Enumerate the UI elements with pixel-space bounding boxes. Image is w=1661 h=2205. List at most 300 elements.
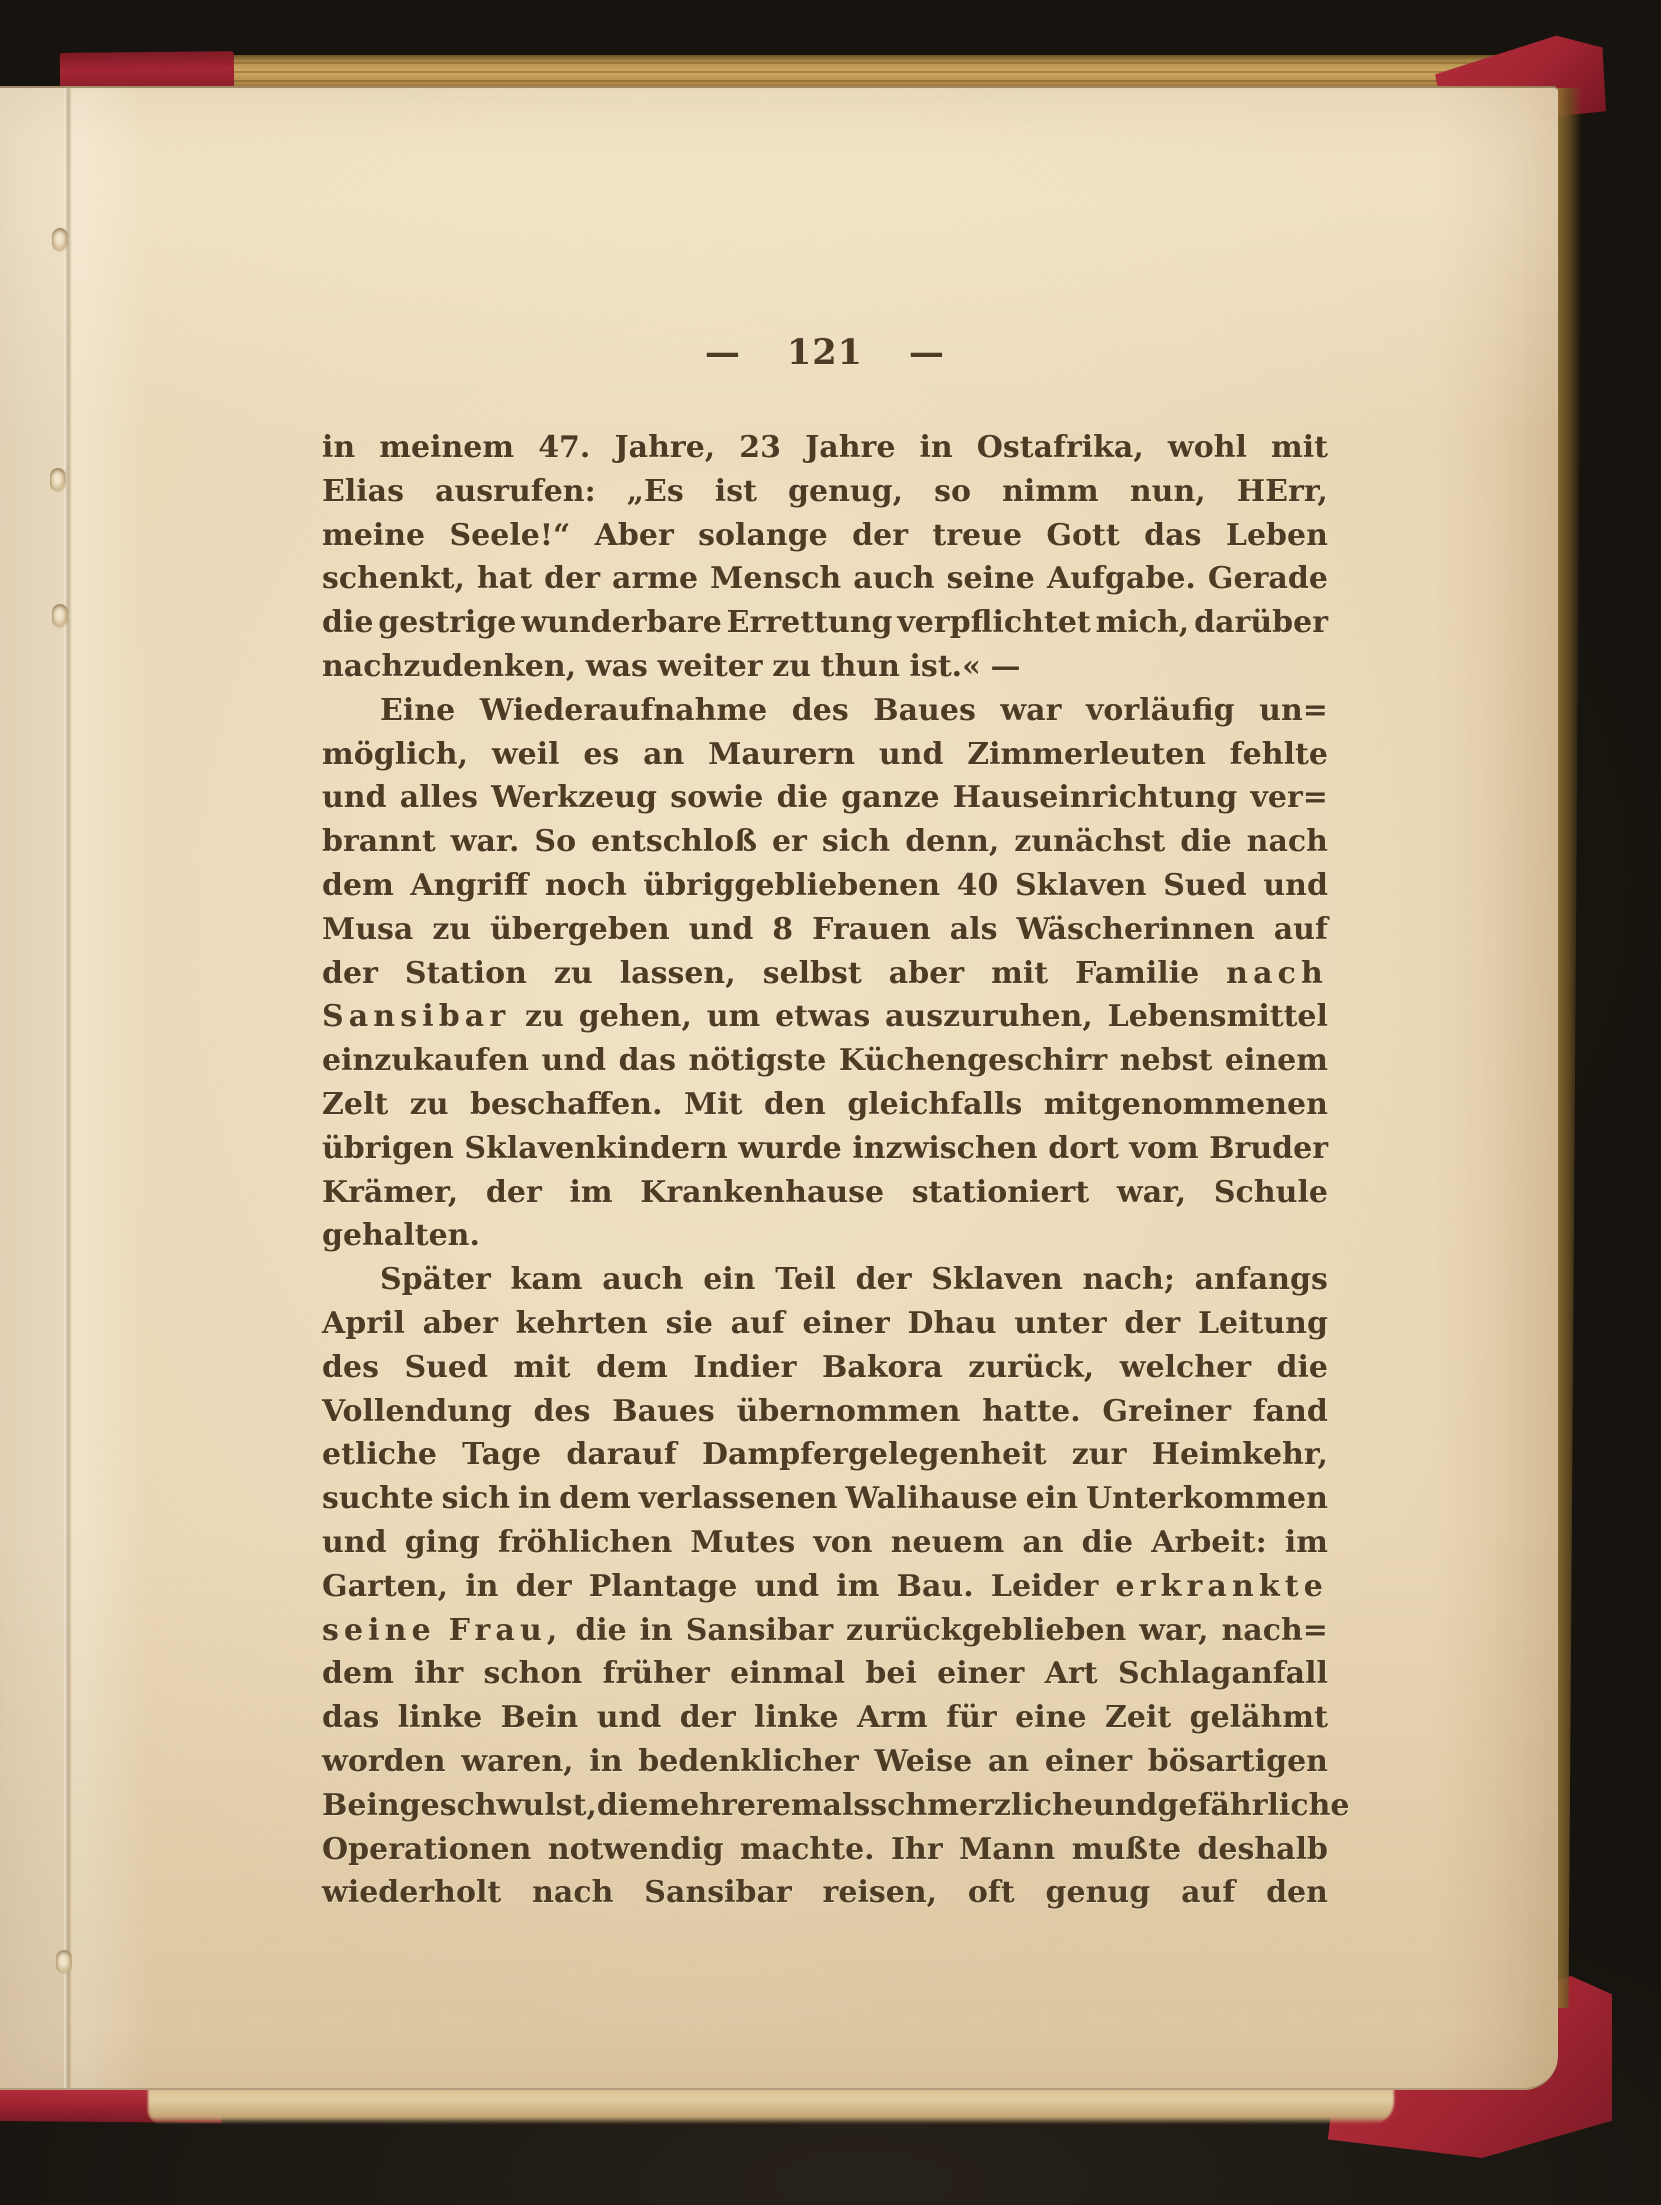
word: einmal	[730, 1656, 846, 1692]
word: im	[569, 1174, 613, 1210]
word: den	[1266, 1875, 1328, 1911]
text-line	[322, 1346, 1328, 1390]
word: und	[1092, 1787, 1158, 1823]
text-line	[322, 601, 1328, 645]
word: Zeit	[1104, 1700, 1172, 1736]
word: linke	[397, 1700, 483, 1736]
word: Sklaven	[1015, 867, 1147, 903]
word: zu	[772, 648, 812, 684]
binding-stitch	[50, 468, 66, 492]
text-line	[322, 1039, 1328, 1083]
word: waren,	[461, 1743, 574, 1779]
word: ist	[714, 473, 757, 509]
text-line	[322, 1652, 1328, 1696]
word: mitgenommenen	[1043, 1086, 1328, 1122]
word: deshalb	[1197, 1831, 1328, 1867]
word: ausrufen:	[435, 473, 596, 509]
word: den	[763, 1086, 826, 1122]
word: ein	[703, 1262, 756, 1298]
word: auf	[730, 1305, 785, 1341]
word: Greiner	[1102, 1393, 1232, 1429]
word: meine	[322, 517, 426, 553]
word: zunächst	[1014, 824, 1166, 860]
word: kam	[510, 1262, 583, 1298]
word: Bakora	[821, 1349, 943, 1385]
word: in	[919, 430, 953, 465]
word: hatte.	[982, 1393, 1081, 1429]
word: Zelt	[322, 1086, 389, 1122]
word: Aufgabe.	[1046, 561, 1196, 597]
word: gehen,	[578, 999, 692, 1035]
word: mich,	[1095, 605, 1190, 641]
text-line	[322, 514, 1328, 558]
word: 8	[772, 911, 794, 947]
word: Später	[380, 1262, 491, 1298]
word: weiter	[657, 648, 763, 684]
word: nebst	[1119, 1043, 1213, 1079]
body-text	[322, 426, 1350, 1915]
word: er	[771, 824, 807, 860]
word: alles	[399, 780, 478, 816]
word: schmerzliche	[870, 1787, 1093, 1823]
word: bösartigen	[1147, 1743, 1328, 1779]
text-line	[322, 1127, 1328, 1171]
word: der	[515, 1568, 572, 1604]
word: Ihr	[891, 1831, 943, 1867]
word: linke	[754, 1700, 839, 1736]
word: sowie	[670, 780, 764, 816]
text-line	[322, 557, 1328, 601]
word: einzukaufen	[322, 1043, 529, 1079]
word: Wäscherinnen	[1016, 911, 1255, 947]
text-line	[322, 689, 1328, 733]
word: Operationen	[322, 1831, 532, 1867]
word: Walihause	[845, 1481, 1018, 1517]
word: bei	[865, 1656, 917, 1692]
word: Sansibar	[322, 999, 511, 1035]
word: mußte	[1071, 1831, 1182, 1867]
word: sich	[441, 1481, 511, 1517]
word: Aber	[594, 517, 674, 553]
word: Tage	[462, 1437, 542, 1473]
word: früher	[602, 1656, 710, 1692]
word: wurde	[738, 1130, 842, 1166]
word: suchte	[322, 1481, 434, 1517]
word: schenkt,	[322, 561, 465, 597]
word: Leben	[1225, 517, 1328, 553]
text-line	[322, 733, 1328, 777]
word: aber	[422, 1305, 498, 1341]
text-line	[322, 995, 1328, 1039]
word: übriggebliebenen	[643, 867, 941, 903]
word: Küchengeschirr	[838, 1043, 1108, 1079]
text-line	[322, 426, 1328, 470]
text-line	[322, 1258, 1328, 1302]
word: und	[322, 780, 387, 816]
word: auf	[1273, 911, 1328, 947]
page-number-header	[322, 332, 1328, 373]
word: es	[583, 736, 620, 772]
word: April	[322, 1305, 405, 1341]
word: eine	[1015, 1700, 1087, 1736]
word: solange	[698, 517, 828, 553]
word: in	[465, 1568, 499, 1604]
word: genug	[1045, 1875, 1151, 1911]
word: Sklavenkindern	[464, 1130, 728, 1166]
text-line	[322, 1828, 1328, 1872]
word: ein	[1025, 1481, 1079, 1517]
word: Leider	[990, 1568, 1099, 1604]
word: bedenklicher	[638, 1743, 859, 1779]
word: übergeben	[490, 911, 670, 947]
word: Jahre,	[614, 430, 716, 465]
word: zu	[553, 955, 593, 991]
word: gefährliche	[1157, 1787, 1350, 1823]
word: noch	[544, 867, 627, 903]
word: war,	[1116, 1174, 1187, 1210]
word: „Es	[626, 473, 684, 509]
word: worden	[322, 1743, 446, 1779]
word: Garten,	[322, 1568, 449, 1604]
word: 47.	[538, 430, 591, 465]
word: unter	[1014, 1305, 1107, 1341]
page-number: 121	[786, 332, 864, 373]
word: Baues	[612, 1393, 715, 1429]
word: in	[589, 1743, 623, 1779]
word: ver=	[1250, 780, 1328, 816]
gutter-crease	[64, 88, 72, 2088]
word: gleichfalls	[847, 1086, 1023, 1122]
word: Frau,	[448, 1612, 563, 1648]
text-line	[322, 1609, 1328, 1653]
word: seine	[322, 1612, 436, 1648]
word: in	[639, 1612, 673, 1648]
word: an	[987, 1743, 1030, 1779]
text-line	[322, 1565, 1328, 1609]
word: nimm	[1002, 473, 1099, 509]
word: war,	[1139, 1612, 1209, 1648]
binding-stitch	[52, 604, 68, 628]
word: Familie	[1075, 955, 1200, 991]
word: wohl	[1167, 430, 1247, 465]
word: Hauseinrichtung	[952, 780, 1238, 816]
word: Indier	[693, 1349, 797, 1385]
word: von	[813, 1524, 873, 1560]
word: einem	[1224, 1043, 1328, 1079]
word: als	[949, 911, 998, 947]
text-line	[322, 1171, 1328, 1215]
word: Werkzeug	[491, 780, 658, 816]
word: Eine	[380, 692, 456, 728]
word: des	[322, 1349, 379, 1385]
word: Jahre	[805, 430, 896, 465]
word: Ostafrika,	[976, 430, 1144, 465]
word: weil	[491, 736, 560, 772]
word: der	[485, 1174, 542, 1210]
word: Vollendung	[322, 1393, 512, 1429]
word: auch	[602, 1262, 684, 1298]
word: Maurern	[708, 736, 856, 772]
word: ging	[404, 1524, 480, 1560]
word: Sansibar	[644, 1875, 792, 1911]
word: Bein	[500, 1700, 579, 1736]
word: Lebensmittel	[1107, 999, 1328, 1035]
word: verpflichtet	[897, 605, 1091, 641]
word: stationiert	[911, 1174, 1090, 1210]
word: schon	[483, 1656, 583, 1692]
word: Seele!“	[449, 517, 571, 553]
word: fand	[1252, 1393, 1328, 1429]
word: sich	[821, 824, 891, 860]
word: Heimkehr,	[1151, 1437, 1328, 1473]
word: Schule	[1213, 1174, 1328, 1210]
word: Mann	[959, 1831, 1056, 1867]
word: der	[322, 955, 378, 991]
word: möglich,	[322, 736, 469, 772]
word: erkrankte	[1115, 1568, 1328, 1604]
word: und	[688, 911, 754, 947]
word: war	[1000, 692, 1062, 728]
word: nach	[532, 1875, 614, 1911]
word: Sued	[1163, 867, 1247, 903]
word: 23	[739, 430, 782, 465]
word: darauf	[566, 1437, 677, 1473]
word: brannt	[322, 824, 436, 860]
word: Arbeit:	[1151, 1524, 1267, 1560]
word: etwas	[775, 999, 871, 1035]
word: Elias	[322, 473, 404, 509]
text-line	[322, 1214, 1328, 1258]
word: zurück,	[968, 1349, 1095, 1385]
word: ihr	[414, 1656, 464, 1692]
word: Frauen	[812, 911, 931, 947]
word: die	[596, 1787, 649, 1823]
book-page	[0, 86, 1558, 2090]
text-line	[322, 908, 1328, 952]
text-line	[322, 1477, 1328, 1521]
text-line	[322, 1871, 1328, 1915]
word: Wiederaufnahme	[479, 692, 768, 728]
word: Musa	[322, 911, 414, 947]
word: dem	[559, 1481, 631, 1517]
word: inzwischen	[852, 1130, 1038, 1166]
word: der	[852, 517, 909, 553]
word: wiederholt	[322, 1875, 502, 1911]
word: mit	[991, 955, 1049, 991]
word: Krankenhause	[640, 1174, 885, 1210]
text-line	[322, 1390, 1328, 1434]
word: Gott	[1046, 517, 1120, 553]
word: denn,	[905, 824, 1000, 860]
word: seine	[946, 561, 1035, 597]
word: beschaffen.	[470, 1086, 663, 1122]
text-line	[322, 645, 1328, 689]
word: reisen,	[822, 1875, 938, 1911]
word: die	[776, 780, 829, 816]
word: die	[575, 1612, 627, 1648]
word: Gerade	[1207, 561, 1328, 597]
word: mit	[1270, 430, 1328, 465]
word: übrigen	[322, 1130, 454, 1166]
word: einer	[802, 1305, 890, 1341]
word: kehrten	[515, 1305, 648, 1341]
word: Bruder	[1209, 1130, 1328, 1166]
word: anfangs	[1194, 1262, 1328, 1298]
text-line	[322, 470, 1328, 514]
word: Sklaven	[931, 1262, 1063, 1298]
word: zu	[432, 911, 472, 947]
word: Bau.	[896, 1568, 974, 1604]
word: die	[322, 605, 374, 641]
word: Beingeschwulst,	[322, 1787, 597, 1823]
word: dort	[1048, 1130, 1119, 1166]
word: zurückgeblieben	[846, 1612, 1127, 1648]
word: 40	[956, 867, 999, 903]
word: was	[585, 648, 648, 684]
word: übernommen	[736, 1393, 961, 1429]
word: nach=	[1221, 1612, 1328, 1648]
word: HErr,	[1236, 473, 1328, 509]
text-line	[322, 1740, 1328, 1784]
text-line	[322, 1083, 1328, 1127]
text-line	[322, 1433, 1328, 1477]
word: das	[1144, 517, 1202, 553]
word: Art	[1044, 1656, 1098, 1692]
text-line	[322, 952, 1328, 996]
word: lassen,	[619, 955, 736, 991]
word: und	[754, 1568, 820, 1604]
word: fröhlichen	[497, 1524, 673, 1560]
word: Unterkommen	[1086, 1481, 1328, 1517]
word: arme	[612, 561, 699, 597]
word: Krämer,	[322, 1174, 459, 1210]
word: einer	[937, 1656, 1025, 1692]
word: gestrige	[378, 605, 517, 641]
word: des	[791, 692, 849, 728]
word: Leitung	[1197, 1305, 1328, 1341]
word: sie	[665, 1305, 713, 1341]
word: nötigste	[688, 1043, 827, 1079]
text-line	[322, 1696, 1328, 1740]
word: welcher	[1119, 1349, 1252, 1385]
word: Schlaganfall	[1117, 1656, 1328, 1692]
word: Errettung	[726, 605, 893, 641]
word: hat	[477, 561, 533, 597]
word: fehlte	[1229, 736, 1328, 772]
word: des	[533, 1393, 591, 1429]
word: Sued	[404, 1349, 488, 1385]
word: machte.	[739, 1831, 875, 1867]
word: gelähmt	[1189, 1700, 1328, 1736]
word: und	[322, 1524, 387, 1560]
word: der	[544, 561, 601, 597]
word: nun,	[1129, 473, 1206, 509]
word: und	[878, 736, 944, 772]
word: un=	[1259, 692, 1328, 728]
word: —	[990, 648, 1021, 684]
word: auch	[853, 561, 935, 597]
word: Zimmerleuten	[967, 736, 1206, 772]
header-dash-left: —	[704, 332, 741, 373]
word: der	[855, 1262, 912, 1298]
word: ist.«	[909, 648, 981, 684]
word: und	[541, 1043, 607, 1079]
word: Plantage	[588, 1568, 738, 1604]
word: und	[596, 1700, 662, 1736]
word: dem	[322, 867, 394, 903]
word: die	[1276, 1349, 1328, 1385]
word: wunderbare	[521, 605, 722, 641]
word: entschloß	[591, 824, 757, 860]
word: das	[322, 1700, 380, 1736]
word: darüber	[1194, 605, 1328, 641]
word: war.	[450, 824, 520, 860]
word: Arm	[856, 1700, 928, 1736]
word: treue	[932, 517, 1023, 553]
word: der	[679, 1700, 736, 1736]
word: oft	[967, 1875, 1015, 1911]
word: in	[517, 1481, 552, 1517]
word: dem	[596, 1349, 668, 1385]
word: selbst	[762, 955, 862, 991]
word: zu	[409, 1086, 449, 1122]
word: Dampfergelegenheit	[701, 1437, 1047, 1473]
word: zur	[1071, 1437, 1127, 1473]
word: nach	[1226, 955, 1328, 991]
word: in	[322, 430, 356, 465]
word: an	[643, 736, 685, 772]
binding-stitch	[52, 228, 68, 252]
text-line	[322, 820, 1328, 864]
word: aber	[888, 955, 965, 991]
text-line	[322, 776, 1328, 820]
word: Weise	[874, 1743, 973, 1779]
word: nach	[1246, 824, 1328, 860]
word: im	[1284, 1524, 1328, 1560]
word: nach;	[1082, 1262, 1175, 1298]
word: Mutes	[690, 1524, 796, 1560]
word: ganze	[841, 780, 940, 816]
word: genug,	[788, 473, 904, 509]
header-dash-right: —	[909, 332, 946, 373]
word: im	[836, 1568, 880, 1604]
word: nachzudenken,	[322, 648, 577, 684]
word: vom	[1129, 1130, 1199, 1166]
word: einer	[1044, 1743, 1133, 1779]
word: Mit	[684, 1086, 743, 1122]
word: mit	[513, 1349, 571, 1385]
word: an	[1022, 1524, 1064, 1560]
word: das	[618, 1043, 676, 1079]
word: etliche	[322, 1437, 437, 1473]
word: und	[1263, 867, 1328, 903]
word: Teil	[775, 1262, 836, 1298]
text-line	[322, 1784, 1350, 1828]
word: Mensch	[710, 561, 842, 597]
word: vorläufig	[1085, 692, 1235, 728]
word: um	[706, 999, 761, 1035]
text-line	[322, 1302, 1328, 1346]
word: die	[1180, 824, 1232, 860]
word: zu	[525, 999, 564, 1035]
word: auf	[1181, 1875, 1236, 1911]
word: Baues	[873, 692, 976, 728]
word: so	[934, 473, 972, 509]
word: dem	[322, 1656, 394, 1692]
word: verlassenen	[638, 1481, 838, 1517]
word: auszuruhen,	[885, 999, 1093, 1035]
text-line	[322, 1521, 1328, 1565]
